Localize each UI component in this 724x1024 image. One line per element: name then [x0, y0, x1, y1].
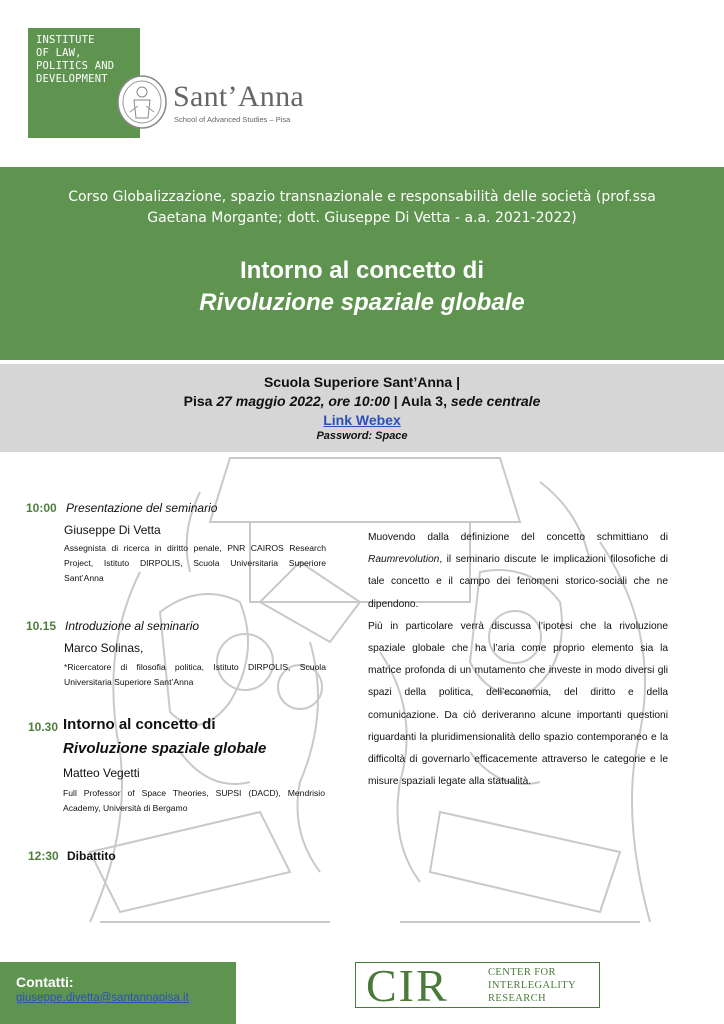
speaker-affiliation: Assegnista di ricerca in diritto penale, PNR CAIROS Research Project, Istituto DIRPOLIS, Scuola Universitaria Superiore Sant’Anna: [64, 543, 326, 583]
contact-box: [0, 962, 236, 1024]
seminar-abstract: [368, 527, 668, 793]
cir-letters: CIR: [366, 960, 449, 1011]
santanna-seal-icon: [116, 74, 168, 130]
venue-site: sede centrale: [450, 393, 541, 409]
session-title: Introduzione al seminario: [65, 619, 200, 633]
course-description: Corso Globalizzazione, spazio transnazionale e responsabilità delle società (prof.ssa Gaetana Morgante; dott. Giuseppe Di Vetta - a.a. 2021-2022): [68, 189, 656, 226]
session-title: Intorno al concetto di: [63, 716, 216, 733]
venue-room: | Aula 3,: [389, 393, 451, 409]
school-name: Sant’Anna: [173, 80, 305, 113]
speaker-affiliation: Full Professor of Space Theories, SUPSI (DACD), Mendrisio Academy, Università di Bergamo: [63, 788, 325, 813]
cir-logo: [355, 960, 600, 1011]
speaker-name: Matteo Vegetti: [63, 766, 140, 780]
abstract-paragraph: Più in particolare verrà discussa l’ipotesi che la rivoluzione spaziale globale che ha l’aria come proprio elemento sia la matrice profonda di un mutamento che investe in modo diversi gli spazi della politica, dell’economia, del diritto e della comunicazione. Da ciò deriveranno alcune importanti questioni riguardanti la pluridimensionalità dello spazio contemporaneo e la difficoltà di governarlo efficacemente attraverso le categorie e le misure spaziali legate alla statualità.: [368, 620, 668, 788]
time-slot: 10:00: [26, 501, 57, 515]
speaker-affiliation: *Ricercatore di filosofia politica, Istituto DIRPOLIS, Scuola Universitaria Superiore Sant’Anna: [64, 662, 326, 687]
school-subtitle: School of Advanced Studies – Pisa: [174, 115, 291, 124]
venue-info-band: [0, 364, 724, 452]
contact-email-link[interactable]: giuseppe.divetta@santannapisa.it: [16, 992, 189, 1004]
session-title-italic: Rivoluzione spaziale globale: [63, 740, 267, 757]
institute-line: OF LAW,: [36, 47, 82, 59]
event-title-line2: Rivoluzione spaziale globale: [199, 289, 525, 316]
institute-line: DEVELOPMENT: [36, 73, 108, 85]
venue-line2: [0, 393, 724, 409]
webex-link[interactable]: Link Webex: [323, 412, 401, 428]
institute-line: INSTITUTE: [36, 34, 95, 46]
contact-label: Contatti:: [16, 974, 74, 990]
speaker-name: Giuseppe Di Vetta: [64, 523, 161, 537]
abstract-paragraph: Muovendo dalla definizione del concetto schmittiano di Raumrevolution, il seminario discute le implicazioni filosofiche di tale concetto e il campo dei fenomeni storico-sociali che ne dipendono.: [368, 532, 668, 610]
venue-city: Pisa: [183, 393, 217, 409]
cir-full-name: CENTER FOR INTERLEGALITY RESEARCH: [488, 967, 577, 1004]
session-title: Presentazione del seminario: [66, 501, 218, 515]
time-slot: 10.30: [28, 720, 59, 734]
webex-password: Password: Space: [316, 430, 408, 442]
session-title: Dibattito: [67, 849, 116, 863]
time-slot: 10.15: [26, 619, 57, 633]
speaker-name: Marco Solinas,: [64, 641, 144, 655]
event-title-line1: Intorno al concetto di: [240, 257, 484, 284]
institute-line: POLITICS AND: [36, 60, 115, 72]
venue-line1: Scuola Superiore Sant’Anna |: [263, 374, 461, 390]
title-banner: [0, 167, 724, 360]
time-slot: 12:30: [28, 849, 59, 863]
venue-date: 27 maggio 2022, ore 10:00: [216, 393, 390, 409]
